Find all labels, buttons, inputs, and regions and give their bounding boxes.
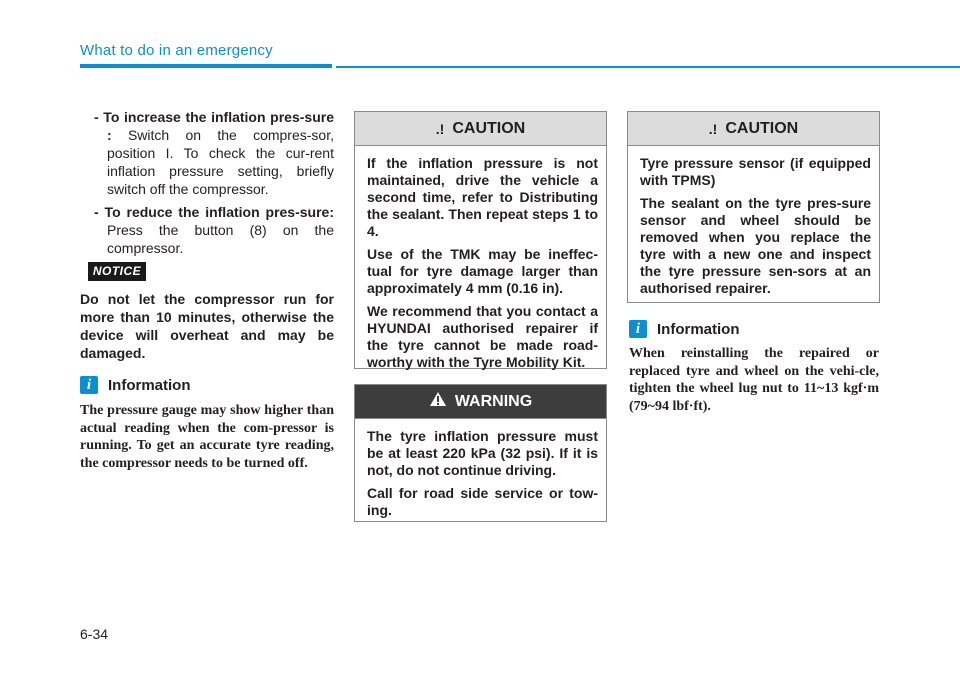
caution-title: CAUTION	[452, 119, 526, 137]
section-title: What to do in an emergency	[80, 42, 273, 59]
header-rule-thick	[80, 64, 332, 68]
bullet-lead: - To reduce the inflation pres-sure:	[94, 204, 334, 220]
warning-body	[355, 419, 606, 519]
information-icon: i	[80, 376, 98, 394]
caution-paragraph: Tyre pressure sensor (if equipped with TPMS)	[640, 155, 871, 188]
info-heading	[629, 320, 740, 338]
caution-paragraph: The sealant on the tyre pres-sure sensor and wheel should be removed when you replace the tyre with a new one and inspect the tyre pressure sen-sors at an authorised repairer.	[640, 195, 871, 296]
warning-triangle-icon	[429, 391, 447, 412]
header-rule-thin	[336, 66, 960, 68]
warning-paragraph: Call for road side service or tow-ing.	[367, 485, 598, 518]
caution-paragraph: Use of the TMK may be ineffec-tual for tyre damage larger than approximately 4 mm (0.16 in).	[367, 246, 598, 296]
info-label: Information	[657, 320, 740, 338]
warning-title: WARNING	[454, 392, 533, 410]
bullet-lead: - To increase the inflation pres-sure :	[94, 109, 334, 143]
bullet-text: Switch on the compres-sor, position I. To check the cur-rent inflation pressure setting, briefly switch off the compressor.	[107, 127, 334, 197]
bullet-reduce-pressure	[80, 203, 334, 257]
caution-paragraph: If the inflation pressure is not maintained, drive the vehicle a second time, refer to Distributing the sealant. Then repeat steps 1 to 4.	[367, 155, 598, 239]
info-text: When reinstalling the repaired or replaced tyre and wheel on the vehi-cle, tighten the wheel lug nut to 11~13 kgf·m (79~94 lbf·ft).	[629, 346, 879, 414]
notice-text: Do not let the compressor run for more than 10 minutes, otherwise the device will overheat and may be damaged.	[80, 291, 334, 361]
caution-exclamation-icon: .!	[708, 120, 718, 137]
caution-body	[628, 146, 879, 297]
warning-header	[355, 385, 606, 419]
caution-box-1	[354, 111, 607, 369]
information-icon: i	[629, 320, 647, 338]
column-1	[80, 108, 334, 262]
info-label: Information	[108, 376, 191, 394]
caution-header	[628, 112, 879, 146]
notice-badge: NOTICE	[88, 262, 146, 281]
caution-header	[355, 112, 606, 146]
caution-body	[355, 146, 606, 371]
warning-paragraph: The tyre inflation pressure must be at least 220 kPa (32 psi). If it is not, do not continue driving.	[367, 428, 598, 478]
caution-box-2	[627, 111, 880, 303]
bullet-increase-pressure	[80, 108, 334, 198]
info-heading	[80, 376, 191, 394]
page-number: 6-34	[80, 626, 109, 642]
caution-title: CAUTION	[725, 119, 799, 137]
caution-exclamation-icon: .!	[435, 120, 445, 137]
bullet-text: Press the button (8) on the compressor.	[107, 222, 334, 256]
caution-paragraph: We recommend that you contact a HYUNDAI authorised repairer if the tyre cannot be made road-worthy with the Tyre Mobility Kit.	[367, 303, 598, 370]
warning-box	[354, 384, 607, 522]
info-text: The pressure gauge may show higher than actual reading when the com-pressor is running. To get an accurate tyre reading, the compressor needs to be turned off.	[80, 403, 334, 471]
